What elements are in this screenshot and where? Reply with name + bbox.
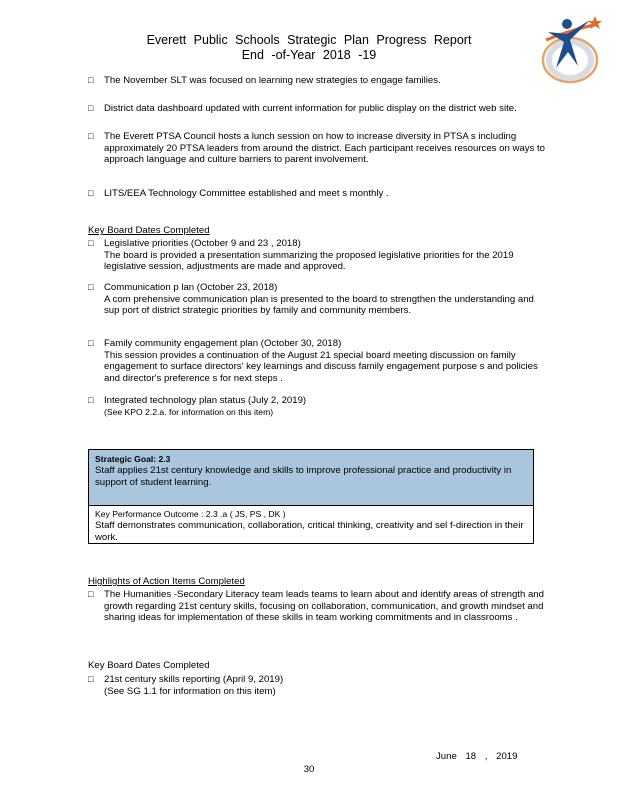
bullet-icon: □ — [88, 338, 94, 348]
section-heading-highlights: Highlights of Action Items Completed — [88, 576, 245, 587]
bullet-icon: □ — [88, 282, 94, 292]
item-body: (See SG 1.1 for information on this item) — [104, 685, 276, 697]
list-item — [88, 395, 549, 418]
kpo-label: Key Performance Outcome : 2.3 .a ( JS, PS , DK ) — [95, 509, 286, 519]
item-body: (See KPO 2.2.a. for information on this item) — [104, 406, 274, 417]
bullet-icon: □ — [88, 238, 94, 248]
item-body: This session provides a continuation of the August 21 special board meeting discussion on family engagement to surface directors' key learnings and discuss family engagement purpose s and policies and director's preference s for next steps . — [104, 349, 538, 384]
list-item — [88, 282, 549, 317]
bullet-icon: □ — [88, 103, 94, 113]
bullet-icon: □ — [88, 674, 94, 684]
bullet-text: The Humanities -Secondary Literacy team leads teams to learn about and identify areas of strength and growth regarding 21st century skills, focusing on collaboration, communication, and growth mindset and sharing ideas for implementation of these skills in team working commitments and in classrooms . — [104, 589, 544, 623]
report-date: June 18 , 2019 — [436, 751, 518, 762]
list-item — [88, 103, 549, 115]
strategic-goal-header — [89, 450, 533, 506]
item-body: The board is provided a presentation summarizing the proposed legislative priorities for the 2019 legislative session, adjustments are made and approved. — [104, 249, 514, 272]
item-title: Communication p lan (October 23, 2018) — [104, 282, 278, 293]
bullet-icon: □ — [88, 395, 94, 405]
bullet-text: The November SLT was focused on learning new strategies to engage families. — [104, 75, 441, 86]
bullet-icon: □ — [88, 589, 94, 599]
strategic-goal-box — [88, 449, 534, 544]
item-title: Family community engagement plan (October 30, 2018) — [104, 338, 342, 349]
list-item — [88, 674, 549, 697]
list-item — [88, 589, 549, 624]
bullet-icon: □ — [88, 188, 94, 198]
page-number: 30 — [303, 764, 315, 775]
bullet-icon: □ — [88, 131, 94, 141]
list-item — [88, 188, 549, 200]
bullet-text: The Everett PTSA Council hosts a lunch session on how to increase diversity in PTSA s including approximately 20 PTSA leaders from around the district. Each participant receives resources on ways to approach language and culture barriers to parent involvement. — [104, 131, 545, 165]
item-title: Integrated technology plan status (July 2, 2019) — [104, 395, 307, 406]
section-heading-key-board-dates: Key Board Dates Completed — [88, 225, 210, 236]
list-item — [88, 131, 549, 166]
item-body: A com prehensive communication plan is presented to the board to strengthen the understanding and sup port of district strategic priorities by family and community members. — [104, 293, 534, 316]
bullet-text: LITS/EEA Technology Committee established and meet s monthly . — [104, 188, 389, 199]
bullet-text: District data dashboard updated with current information for public display on the district web site. — [104, 103, 517, 114]
strategic-goal-label: Strategic Goal: 2.3 — [95, 454, 171, 464]
list-item — [88, 338, 549, 384]
report-title-line1: Everett Public Schools Strategic Plan Progress Report — [146, 33, 472, 47]
district-logo-icon — [540, 10, 604, 86]
section-heading-key-board-dates-2: Key Board Dates Completed — [88, 660, 210, 671]
kpo-text: Staff demonstrates communication, collaboration, critical thinking, creativity and sel f-direction in their work. — [95, 520, 524, 543]
list-item — [88, 75, 549, 87]
list-item — [88, 238, 549, 273]
item-title: Legislative priorities (October 9 and 23 , 2018) — [104, 238, 301, 249]
item-title: 21st century skills reporting (April 9, 2019) — [104, 674, 284, 685]
strategic-goal-text: Staff applies 21st century knowledge and skills to improve professional practice and productivity in support of student learning. — [95, 465, 512, 488]
bullet-icon: □ — [88, 75, 94, 85]
report-title-line2: End -of-Year 2018 -19 — [241, 48, 377, 62]
